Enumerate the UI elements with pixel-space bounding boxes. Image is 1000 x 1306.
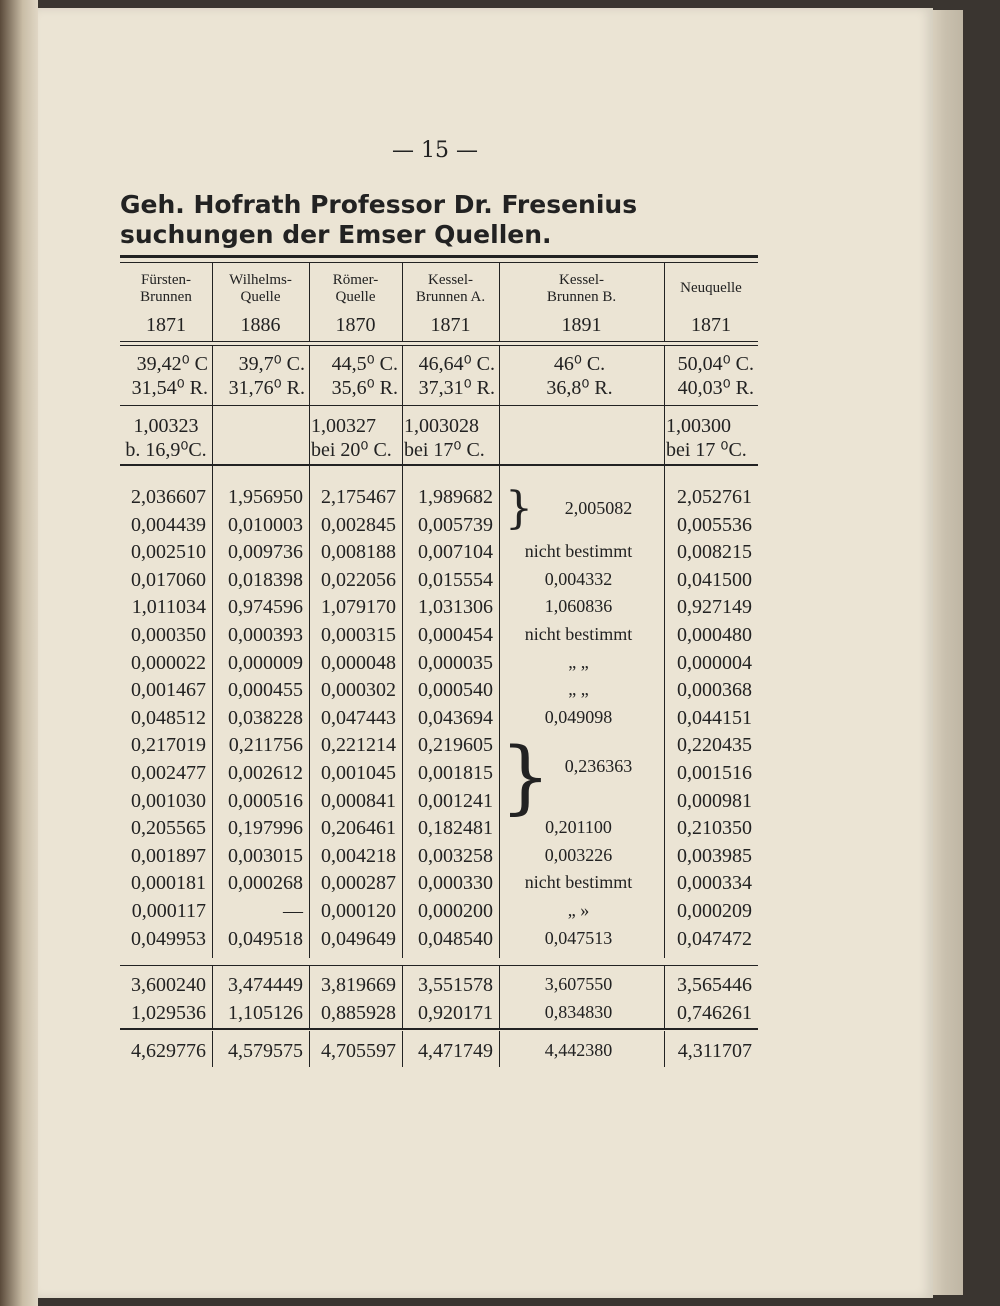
data-cell: 0,008188 bbox=[321, 541, 396, 564]
data-cell: 0,001045 bbox=[321, 762, 396, 784]
table-top-rule bbox=[120, 262, 758, 263]
data-cell: 0,000454 bbox=[418, 624, 493, 646]
data-cell: 0,001897 bbox=[131, 844, 206, 867]
book-gutter bbox=[0, 0, 38, 1306]
data-cell: 1,989682 bbox=[418, 486, 493, 508]
data-cell: 0,000841 bbox=[321, 789, 396, 812]
subtotal-cell: 3,565446 bbox=[677, 974, 752, 996]
temperature-cell: 39,7⁰ C. 31,76⁰ R. bbox=[228, 353, 305, 399]
subtotal-cell: 0,920171 bbox=[418, 1002, 493, 1024]
density-cell: 1,003028 bei 17⁰ C. bbox=[404, 415, 485, 461]
data-cell: 0,015554 bbox=[418, 568, 493, 591]
subtotal-cell: 0,834830 bbox=[544, 1002, 613, 1022]
kesselbrunnen-b-cell: 0,047513 bbox=[544, 927, 613, 948]
kesselbrunnen-b-cell: 0,004332 bbox=[544, 568, 613, 589]
total-cell: 4,629776 bbox=[131, 1040, 206, 1062]
data-cell: 0,005536 bbox=[677, 513, 752, 536]
data-cell: 1,079170 bbox=[321, 596, 396, 619]
data-cell: 0,049649 bbox=[321, 927, 396, 950]
total-cell: 4,311707 bbox=[677, 1040, 752, 1062]
density-bottom-rule bbox=[120, 464, 758, 466]
data-cell: 0,017060 bbox=[131, 568, 206, 591]
data-cell: 0,000368 bbox=[677, 679, 752, 702]
temperature-cell: 44,5⁰ C. 35,6⁰ R. bbox=[331, 353, 398, 399]
data-cell: 0,001467 bbox=[131, 679, 206, 702]
data-cell: 0,048512 bbox=[131, 706, 206, 729]
column-header-year: 1871 bbox=[146, 314, 186, 336]
data-cell: 0,002845 bbox=[321, 513, 396, 536]
data-cell: 0,043694 bbox=[418, 706, 493, 729]
header-bottom-rule bbox=[120, 341, 758, 342]
data-cell: 0,219605 bbox=[418, 734, 493, 757]
total-cell: 4,579575 bbox=[228, 1040, 303, 1062]
data-cell: 2,036607 bbox=[131, 486, 206, 508]
density-cell: 1,00300 bei 17 ⁰C. bbox=[666, 415, 747, 461]
kesselbrunnen-b-cell: nicht bestimmt bbox=[524, 624, 633, 644]
data-cell: 0,217019 bbox=[131, 734, 206, 757]
data-cell: 0,000334 bbox=[677, 872, 752, 895]
data-cell: 2,175467 bbox=[321, 486, 396, 508]
data-cell: 0,221214 bbox=[321, 734, 396, 757]
data-cell: 0,220435 bbox=[677, 734, 752, 757]
column-header-name: Wilhelms- Quelle bbox=[229, 272, 292, 305]
density-cell: 1,00327 bei 20⁰ C. bbox=[311, 415, 392, 461]
kesselbrunnen-b-cell: 0,049098 bbox=[544, 706, 613, 727]
kesselbrunnen-b-cell: 1,060836 bbox=[544, 596, 613, 617]
data-cell: 0,000035 bbox=[418, 651, 493, 674]
data-cell: 0,004439 bbox=[131, 513, 206, 536]
subtotal-cell: 1,029536 bbox=[131, 1002, 206, 1024]
temperature-cell: 46⁰ C. 36,8⁰ R. bbox=[546, 353, 613, 399]
data-cell: 0,047472 bbox=[677, 927, 752, 950]
data-cell: 2,052761 bbox=[677, 486, 752, 508]
total-cell: 4,471749 bbox=[418, 1040, 493, 1062]
brace-right: } bbox=[500, 730, 551, 823]
subtotal-cell: 3,819669 bbox=[321, 974, 396, 996]
data-cell: 0,974596 bbox=[228, 596, 303, 619]
column-header-year: 1871 bbox=[430, 314, 471, 336]
data-cell: 0,003258 bbox=[418, 844, 493, 867]
data-cell: 0,000540 bbox=[418, 679, 493, 702]
kesselbrunnen-b-cell: „ „ bbox=[568, 679, 589, 700]
data-cell: 1,956950 bbox=[228, 486, 303, 508]
temperature-cell: 39,42⁰ C 31,54⁰ R. bbox=[131, 353, 208, 399]
data-cell: 0,000315 bbox=[321, 624, 396, 646]
data-cell: 0,000350 bbox=[131, 624, 206, 646]
data-cell: 0,009736 bbox=[228, 541, 303, 564]
data-cell: 1,011034 bbox=[131, 596, 206, 619]
data-cell: 0,003985 bbox=[677, 844, 752, 867]
header-bottom-rule-2 bbox=[120, 345, 758, 346]
data-cell: 0,001815 bbox=[418, 762, 493, 784]
column-header-name: Römer- Quelle bbox=[332, 272, 379, 305]
data-cell: 0,210350 bbox=[677, 817, 752, 840]
data-cell: 0,001030 bbox=[131, 789, 206, 812]
data-cell: 0,049518 bbox=[228, 927, 303, 950]
data-cell: 0,008215 bbox=[677, 541, 752, 564]
kesselbrunnen-b-cell: 0,236363 bbox=[564, 756, 633, 776]
data-cell: 0,211756 bbox=[228, 734, 303, 757]
page-heading bbox=[120, 190, 637, 250]
total-cell: 4,442380 bbox=[544, 1040, 613, 1060]
data-cell: 0,000302 bbox=[321, 679, 396, 702]
column-header-name: Kessel- Brunnen B. bbox=[546, 272, 617, 305]
data-cell: 0,000209 bbox=[677, 900, 752, 922]
temperature-cell: 50,04⁰ C. 40,03⁰ R. bbox=[677, 353, 754, 399]
temperature-bottom-rule bbox=[120, 405, 758, 406]
kesselbrunnen-b-cell: „ » bbox=[567, 900, 590, 920]
total-top-rule bbox=[120, 1028, 758, 1030]
data-cell: 0,000120 bbox=[321, 900, 396, 922]
data-cell: 0,000009 bbox=[228, 651, 303, 674]
data-cell: 0,000981 bbox=[677, 789, 752, 812]
data-cell: 0,000455 bbox=[228, 679, 303, 702]
temperature-cell: 46,64⁰ C. 37,31⁰ R. bbox=[418, 353, 495, 399]
column-divider bbox=[664, 406, 665, 464]
data-cell: 0,010003 bbox=[228, 513, 303, 536]
data-cell: 0,002477 bbox=[131, 762, 206, 784]
data-cell: 0,182481 bbox=[418, 817, 493, 840]
data-cell: 0,002612 bbox=[228, 762, 303, 784]
data-cell: 0,004218 bbox=[321, 844, 396, 867]
data-cell: 0,000287 bbox=[321, 872, 396, 895]
data-cell: 0,000181 bbox=[131, 872, 206, 895]
data-cell: 0,000117 bbox=[131, 900, 206, 922]
table-top-double-rule bbox=[120, 255, 758, 258]
column-header-year: 1891 bbox=[561, 314, 602, 336]
column-divider bbox=[402, 406, 403, 464]
total-cell: 4,705597 bbox=[321, 1040, 396, 1062]
data-cell: 0,038228 bbox=[228, 706, 303, 729]
subtotal-cell: 3,600240 bbox=[131, 974, 206, 996]
data-cell: 0,000330 bbox=[418, 872, 493, 895]
subtotal-cell: 3,474449 bbox=[228, 974, 303, 996]
subtotal-cell: 3,551578 bbox=[418, 974, 493, 996]
data-cell: 0,000516 bbox=[228, 789, 303, 812]
data-cell: 0,001241 bbox=[418, 789, 493, 812]
data-cell: 0,044151 bbox=[677, 706, 752, 729]
data-cell: 0,022056 bbox=[321, 568, 396, 591]
kesselbrunnen-b-cell: 0,201100 bbox=[545, 817, 612, 838]
column-divider bbox=[499, 406, 500, 464]
subtotal-cell: 1,105126 bbox=[228, 1002, 303, 1024]
brace-right: } bbox=[505, 483, 533, 534]
column-header-name: Fürsten- Brunnen bbox=[140, 272, 192, 305]
subtotal-cell: 3,607550 bbox=[544, 974, 613, 994]
heading-line-1: Geh. Hofrath Professor Dr. Fresenius bbox=[120, 190, 638, 219]
data-cell: 0,000200 bbox=[418, 900, 493, 922]
data-cell: 0,041500 bbox=[677, 568, 752, 591]
column-header-name: Neuquelle bbox=[680, 280, 742, 296]
data-cell: 0,018398 bbox=[228, 568, 303, 591]
data-cell: 0,003015 bbox=[228, 844, 303, 867]
page-edges bbox=[933, 10, 963, 1295]
data-cell: 0,000048 bbox=[321, 651, 396, 674]
kesselbrunnen-b-cell: „ „ bbox=[568, 651, 589, 672]
data-cell: — bbox=[283, 900, 303, 922]
data-cell: 0,049953 bbox=[131, 927, 206, 950]
data-cell: 0,000268 bbox=[228, 872, 303, 895]
data-cell: 0,927149 bbox=[677, 596, 752, 619]
column-header-year: 1871 bbox=[691, 314, 731, 336]
data-cell: 0,206461 bbox=[321, 817, 396, 840]
column-divider bbox=[212, 406, 213, 464]
kesselbrunnen-b-cell: nicht bestimmt bbox=[524, 541, 633, 562]
data-cell: 0,048540 bbox=[418, 927, 493, 950]
data-cell: 0,002510 bbox=[131, 541, 206, 564]
page-number: — 15 — bbox=[392, 138, 478, 163]
data-cell: 0,001516 bbox=[677, 762, 752, 784]
kesselbrunnen-b-cell: 0,003226 bbox=[544, 844, 613, 865]
data-cell: 0,000393 bbox=[228, 624, 303, 646]
data-cell: 0,047443 bbox=[321, 706, 396, 729]
column-header-name: Kessel- Brunnen A. bbox=[415, 272, 486, 305]
subtotal-cell: 0,885928 bbox=[321, 1002, 396, 1024]
kesselbrunnen-b-cell: 2,005082 bbox=[564, 498, 633, 518]
subtotal-cell: 0,746261 bbox=[677, 1002, 752, 1024]
data-cell: 0,000022 bbox=[131, 651, 206, 674]
kesselbrunnen-b-cell: nicht bestimmt bbox=[524, 872, 633, 893]
data-cell: 0,205565 bbox=[131, 817, 206, 840]
data-cell: 0,000004 bbox=[677, 651, 752, 674]
data-cell: 1,031306 bbox=[418, 596, 493, 619]
column-header-year: 1886 bbox=[240, 314, 281, 336]
data-cell: 0,197996 bbox=[228, 817, 303, 840]
density-cell: 1,00323 b. 16,9⁰C. bbox=[125, 415, 207, 461]
data-cell: 0,000480 bbox=[677, 624, 752, 646]
heading-line-2: suchungen der Emser Quellen. bbox=[120, 220, 552, 249]
data-cell: 0,005739 bbox=[418, 513, 493, 536]
data-cell: 0,007104 bbox=[418, 541, 493, 564]
subtotal-top-rule bbox=[120, 965, 758, 966]
column-divider bbox=[309, 406, 310, 464]
column-header-year: 1870 bbox=[335, 314, 376, 336]
